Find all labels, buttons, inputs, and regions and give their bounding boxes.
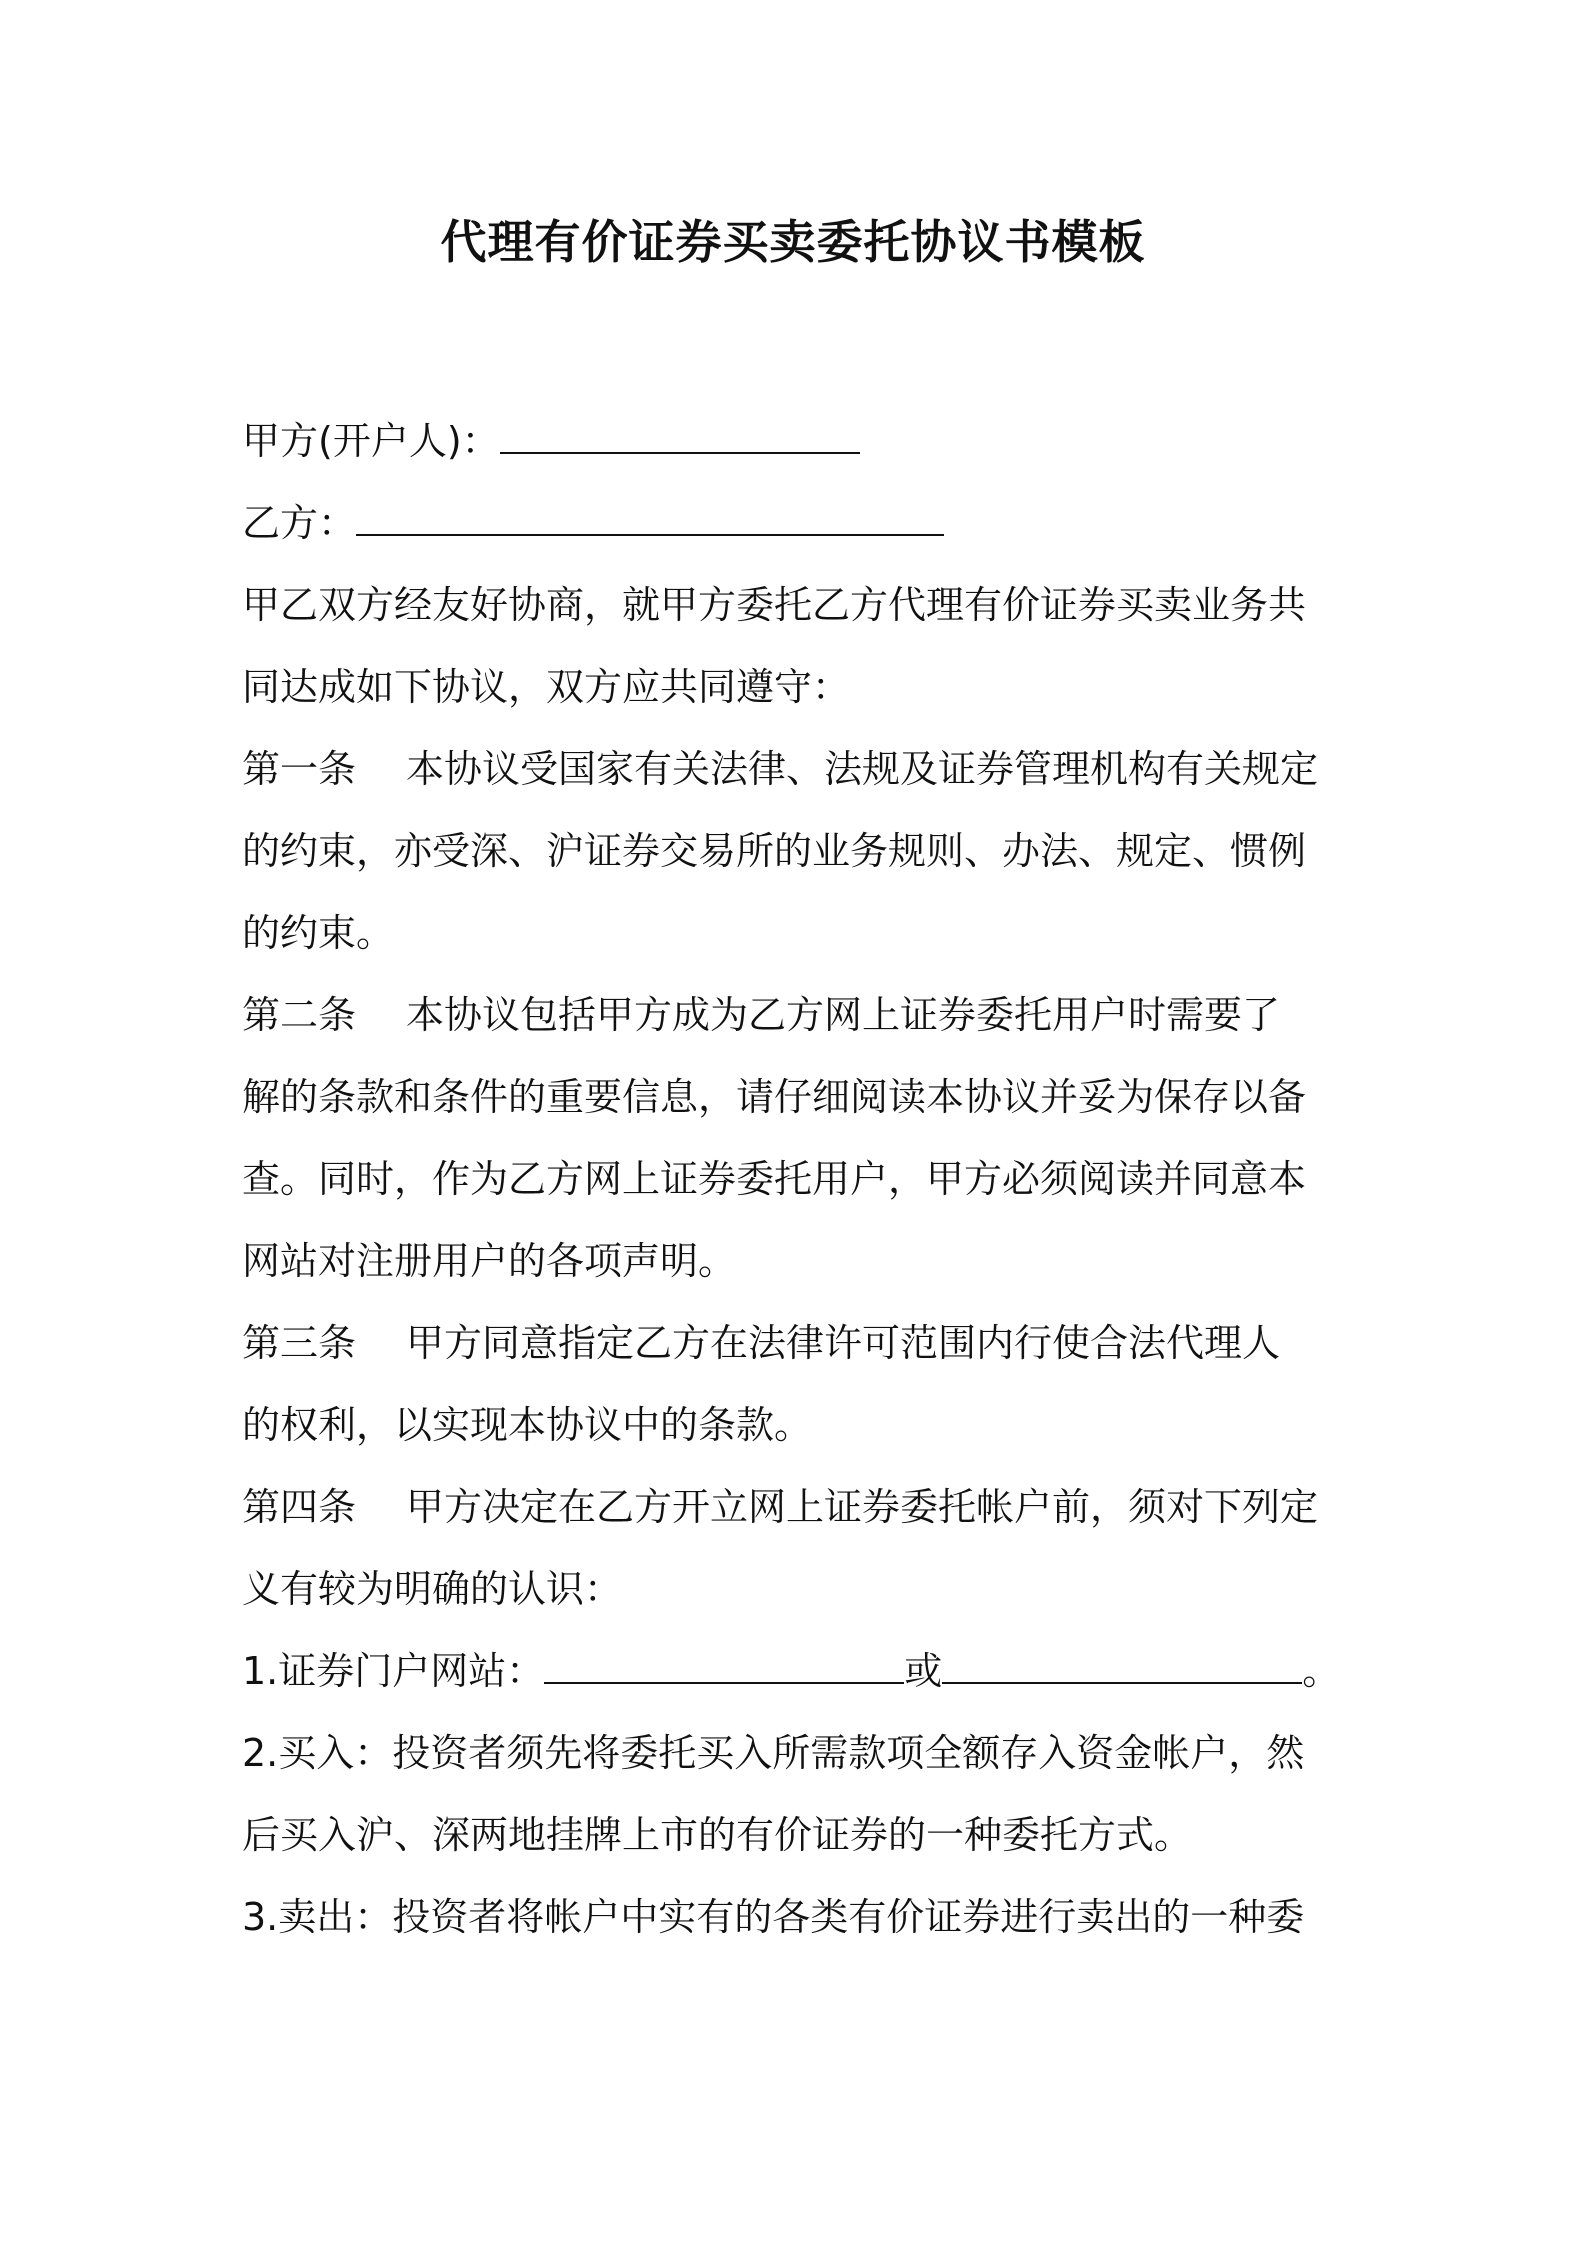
definition-1-line	[242, 1630, 1352, 1712]
article-2-line-3: 查。同时，作为乙方网上证券委托用户，甲方必须阅读并同意本	[242, 1157, 1307, 1201]
article-1-line-2: 的约束，亦受深、沪证券交易所的业务规则、办法、规定、惯例	[242, 829, 1307, 873]
article-1-line-3: 的约束。	[242, 911, 395, 955]
party-b-label: 乙方：	[242, 501, 357, 545]
definition-2-line-2: 后买入沪、深两地挂牌上市的有价证券的一种委托方式。	[242, 1813, 1193, 1857]
party-a-label: 甲方(开户人)：	[242, 419, 500, 463]
article-4-line-2: 义有较为明确的认识：	[242, 1567, 623, 1611]
article-3-text-1: 甲方同意指定乙方在法律许可范围内行使合法代理人	[406, 1321, 1281, 1365]
preamble-line-2: 同达成如下协议，双方应共同遵守：	[242, 665, 851, 709]
definition-2-line-1: 2.买入：投资者须先将委托买入所需款项全额存入资金帐户，然	[242, 1731, 1305, 1775]
party-a-line	[242, 400, 1352, 482]
article-1-line-1	[242, 728, 1352, 810]
article-2-line-4: 网站对注册用户的各项声明。	[242, 1239, 737, 1283]
article-2-line-1	[242, 974, 1352, 1056]
definition-3-line-1: 3.卖出：投资者将帐户中实有的各类有价证券进行卖出的一种委	[242, 1895, 1305, 1939]
article-4-heading: 第四条	[242, 1485, 357, 1529]
article-2-heading: 第二条	[242, 993, 357, 1037]
party-b-line	[242, 482, 1352, 564]
article-2-text-1: 本协议包括甲方成为乙方网上证券委托用户时需要了	[406, 993, 1281, 1037]
portal-blank-2	[942, 1650, 1302, 1684]
document-title: 代理有价证券买卖委托协议书模板	[440, 215, 1146, 269]
article-1-text-1: 本协议受国家有关法律、法规及证券管理机构有关规定	[406, 747, 1319, 791]
portal-blank-1	[544, 1650, 904, 1684]
article-3-heading: 第三条	[242, 1321, 357, 1365]
article-4-line-1	[242, 1466, 1352, 1548]
definition-1-end: 。	[1302, 1649, 1341, 1693]
article-3-line-1	[242, 1302, 1352, 1384]
article-2-line-2: 解的条款和条件的重要信息，请仔细阅读本协议并妥为保存以备	[242, 1075, 1307, 1119]
party-a-blank	[500, 420, 860, 454]
document-body	[242, 400, 1352, 1958]
party-b-blank	[356, 502, 944, 536]
article-4-text-1: 甲方决定在乙方开立网上证券委托帐户前，须对下列定	[406, 1485, 1319, 1529]
preamble-line-1: 甲乙双方经友好协商，就甲方委托乙方代理有价证券买卖业务共	[242, 583, 1307, 627]
article-3-line-2: 的权利，以实现本协议中的条款。	[242, 1403, 813, 1447]
definition-1-or: 或	[904, 1649, 943, 1693]
definition-1-label: 1.证券门户网站：	[242, 1649, 545, 1693]
article-1-heading: 第一条	[242, 747, 357, 791]
